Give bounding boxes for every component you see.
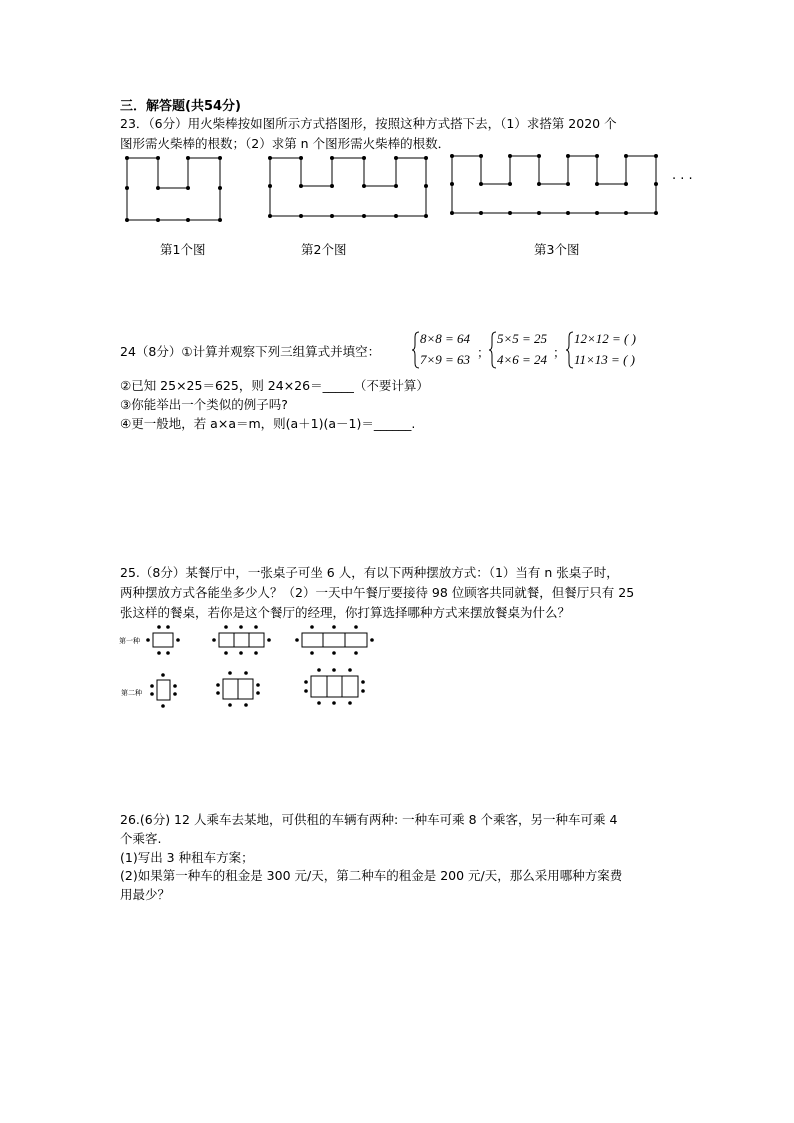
q24-line2: ②已知 25×25＝625，则 24×26＝_____（不要计算） bbox=[120, 378, 429, 393]
q23-line1: 23．（6分）用火柴棒按如图所示方式搭图形，按照这种方式搭下去，（1）求搭第 2020 个 bbox=[120, 116, 617, 131]
q24-sep-2: ； bbox=[553, 345, 566, 360]
q26-line5: 用最少？ bbox=[120, 887, 171, 902]
q24-group2-eq1: 5×5 = 25 bbox=[497, 331, 548, 346]
q24-group1-eq2: 7×9 = 63 bbox=[420, 352, 471, 367]
q25-line3: 张这样的餐桌，若你是这个餐厅的经理，你打算选择哪种方式来摆放餐桌为什么？ bbox=[120, 605, 571, 620]
q24-group1-eq1: 8×8 = 64 bbox=[420, 331, 471, 346]
q24-group3-eq2: 11×13 = ( ) bbox=[574, 352, 635, 367]
q25-line1: 25.（8分）某餐厅中，一张桌子可坐 6 人，有以下两种摆放方式：（1）当有 n 张桌子时， bbox=[120, 565, 619, 580]
q23-caption-2: 第2个图 bbox=[301, 242, 347, 257]
section-title: 三．解答题(共54分) bbox=[120, 99, 241, 114]
q26-line3: (1)写出 3 种租车方案； bbox=[120, 850, 254, 865]
q23-caption-3: 第3个图 bbox=[534, 242, 580, 257]
q23-ellipsis: · · · bbox=[672, 172, 693, 187]
q25-line2: 两种摆放方式各能坐多少人？（2）一天中午餐厅要接待 98 位顾客共同就餐，但餐厅只有 25 bbox=[120, 585, 635, 600]
q24-group3-eq1: 12×12 = ( ) bbox=[574, 331, 636, 346]
label-second-method: 第二种 bbox=[121, 690, 142, 697]
q24-intro: 24（8分）①计算并观察下列三组算式并填空： bbox=[120, 344, 381, 359]
matchstick-figures bbox=[115, 150, 715, 230]
label-first-method: 第一种 bbox=[119, 638, 140, 645]
q26-line4: (2)如果第一种车的租金是 300 元/天，第二种车的租金是 200 元/天，那么采用哪种方案费 bbox=[120, 868, 623, 883]
q26-line1: 26.(6分) 12 人乘车去某地，可供租的车辆有两种: 一种车可乘 8 个乘客，另一种车可乘 4 bbox=[120, 812, 618, 827]
q24-group2-eq2: 4×6 = 24 bbox=[497, 352, 548, 367]
q24-line3: ③你能举出一个类似的例子吗? bbox=[120, 397, 288, 412]
q23-line2: 图形需火柴棒的根数；（2）求第 n 个图形需火柴棒的根数． bbox=[120, 136, 451, 151]
q24-sep-1: ； bbox=[477, 345, 490, 360]
q26-line2: 个乘客. bbox=[120, 831, 162, 846]
q24-line4: ④更一般地，若 a×a＝m，则(a＋1)(a－1)＝______. bbox=[120, 416, 416, 431]
q23-caption-1: 第1个图 bbox=[160, 242, 206, 257]
table-arrangements bbox=[115, 620, 385, 715]
